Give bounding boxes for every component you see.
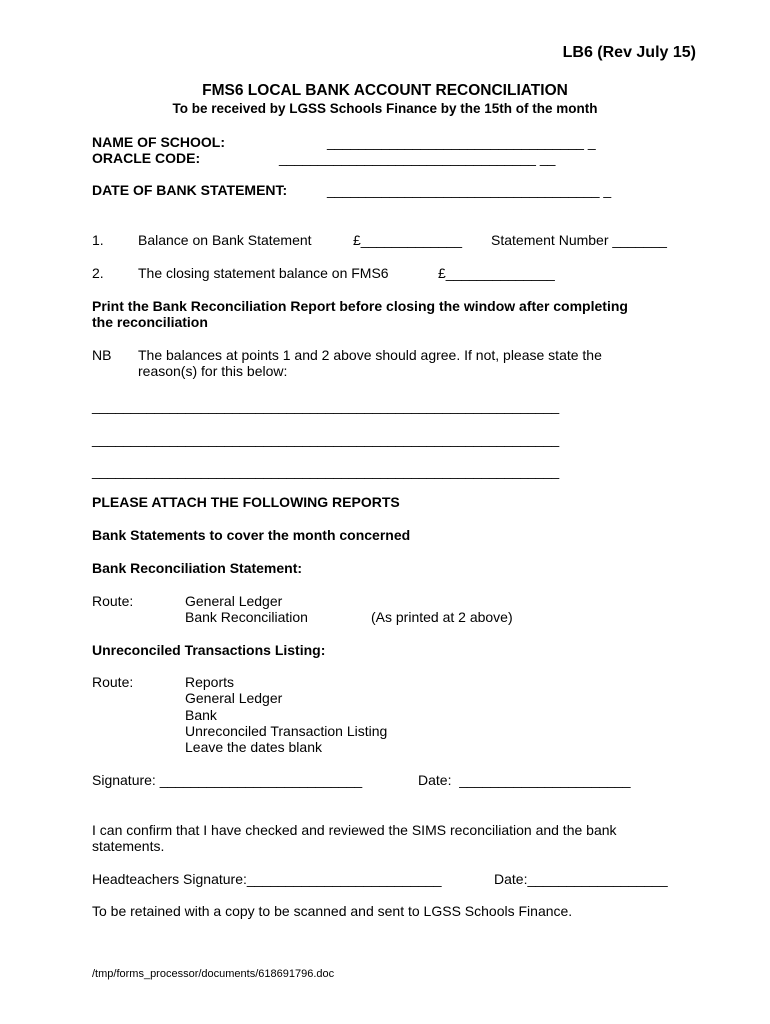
school-name-field[interactable]: _________________________________ _ — [327, 134, 596, 150]
print-note-line: the reconciliation — [92, 314, 208, 330]
bank-balance-label: Balance on Bank Statement — [138, 232, 312, 248]
oracle-code-label: ORACLE CODE: — [92, 150, 201, 166]
retention-note: To be retained with a copy to be scanned and sent to LGSS Schools Finance. — [92, 903, 573, 919]
fms6-balance-label: The closing statement balance on FMS6 — [138, 265, 389, 281]
form-reference: LB6 (Rev July 15) — [562, 44, 696, 61]
statement-date-field[interactable]: ___________________________________ _ — [327, 182, 612, 198]
oracle-code-field[interactable]: _________________________________ __ — [279, 150, 556, 166]
print-note-line: Print the Bank Reconciliation Report before closing the window after completing — [92, 298, 628, 314]
route-label: Route: — [92, 593, 134, 609]
nb-label: NB — [92, 347, 112, 363]
nb-text-line: reason(s) for this below: — [138, 363, 288, 379]
nb-text-line: The balances at points 1 and 2 above should agree. If not, please state the — [138, 347, 602, 363]
footer-path: /tmp/forms_processor/documents/618691796.doc — [92, 968, 335, 980]
reason-line[interactable]: ____________________________________________________________ — [92, 398, 560, 414]
item-number: 2. — [92, 265, 104, 281]
route-step: Leave the dates blank — [185, 739, 322, 755]
confirmation-text-line: statements. — [92, 838, 165, 854]
route-step: Unreconciled Transaction Listing — [185, 723, 388, 739]
route-step: Bank — [185, 707, 217, 723]
confirmation-text-line: I can confirm that I have checked and reviewed the SIMS reconciliation and the bank — [92, 822, 617, 838]
attach-heading: PLEASE ATTACH THE FOLLOWING REPORTS — [92, 494, 400, 510]
form-subtitle: To be received by LGSS Schools Finance by the 15th of the month — [172, 101, 598, 116]
reason-line[interactable]: ____________________________________________________________ — [92, 431, 560, 447]
school-name-label: NAME OF SCHOOL: — [92, 134, 225, 150]
route-step: General Ledger — [185, 690, 283, 706]
reason-line[interactable]: ____________________________________________________________ — [92, 463, 560, 479]
bank-balance-field[interactable]: £_____________ — [353, 232, 463, 248]
fms6-balance-field[interactable]: £______________ — [438, 265, 555, 281]
recon-statement-heading: Bank Reconciliation Statement: — [92, 560, 303, 576]
unreconciled-heading: Unreconciled Transactions Listing: — [92, 642, 326, 658]
route-step: Bank Reconciliation — [185, 609, 308, 625]
recon-note: (As printed at 2 above) — [371, 609, 513, 625]
bank-statements-note: Bank Statements to cover the month concerned — [92, 527, 411, 543]
signature-field[interactable]: Signature: __________________________ — [92, 772, 363, 788]
statement-number-field[interactable]: Statement Number _______ — [491, 232, 667, 248]
statement-date-label: DATE OF BANK STATEMENT: — [92, 182, 288, 198]
item-number: 1. — [92, 232, 104, 248]
headteacher-date-field[interactable]: Date:__________________ — [494, 871, 668, 887]
form-title: FMS6 LOCAL BANK ACCOUNT RECONCILIATION — [202, 82, 568, 99]
date-field[interactable]: Date: ______________________ — [418, 772, 631, 788]
route-step: Reports — [185, 674, 235, 690]
route-step: General Ledger — [185, 593, 283, 609]
headteacher-signature-field[interactable]: Headteachers Signature:_________________________ — [92, 871, 442, 887]
route-label: Route: — [92, 674, 134, 690]
